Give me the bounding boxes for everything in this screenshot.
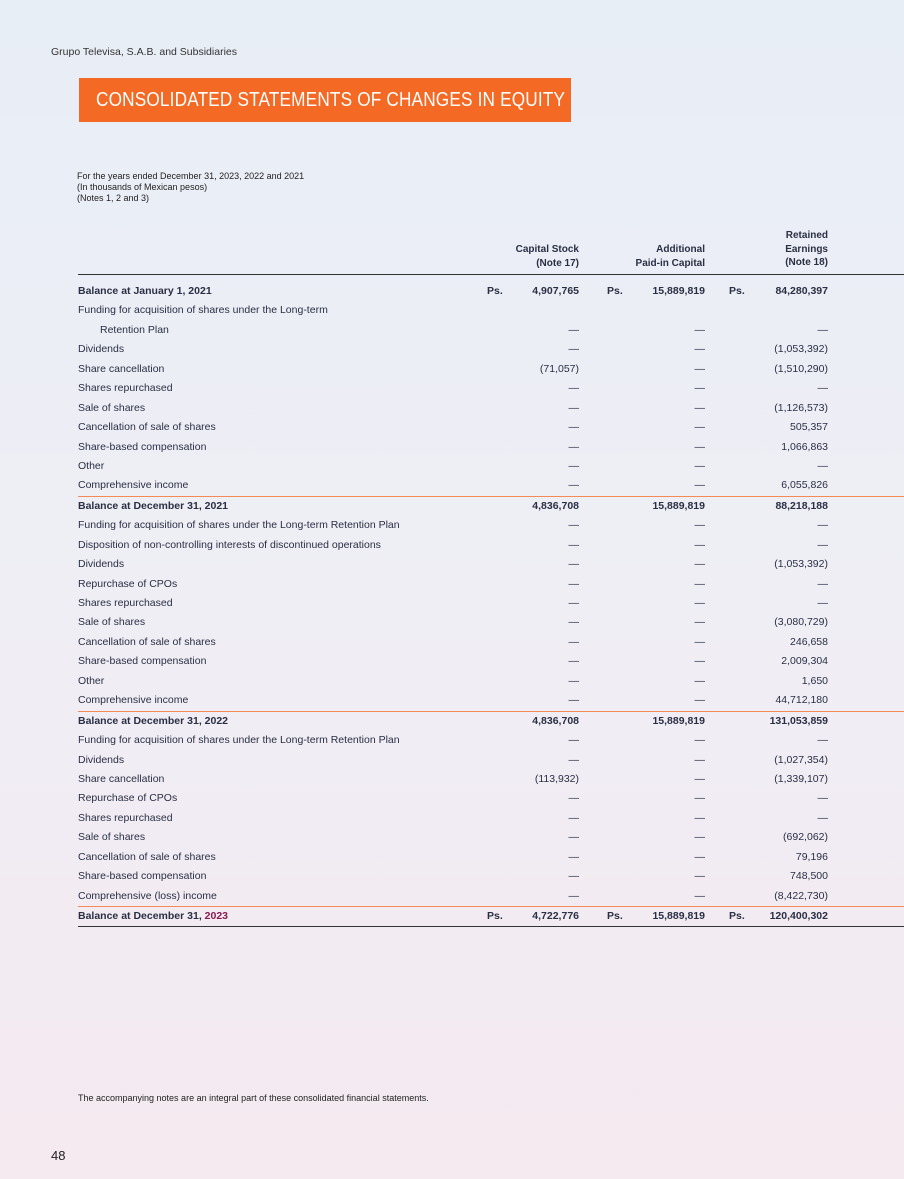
row-label: Balance at January 1, 2021: [78, 285, 212, 297]
capital-stock-value: 4,836,708: [532, 499, 579, 512]
capital-stock-value: —: [568, 382, 579, 395]
company-name: Grupo Televisa, S.A.B. and Subsidiaries: [51, 46, 237, 58]
table-row: [78, 476, 904, 495]
retained-earnings-value: —: [817, 792, 828, 805]
col-header-additional-paid-in: Additional Paid-in Capital: [635, 244, 705, 269]
table-row: [78, 536, 904, 555]
additional-paid-in-value: —: [694, 772, 705, 785]
retained-earnings-value: 1,650: [801, 674, 828, 687]
row-label: Other: [78, 459, 105, 472]
additional-paid-in-value: —: [694, 440, 705, 453]
row-label: Share cancellation: [78, 772, 165, 785]
additional-paid-in-value: 15,889,819: [652, 910, 705, 922]
capital-stock-value: —: [568, 343, 579, 356]
table-row: [78, 360, 904, 379]
capital-stock-value: —: [568, 694, 579, 707]
table-row: [78, 457, 904, 476]
table-row: [78, 496, 904, 516]
retained-earnings-value: (8,422,730): [774, 889, 828, 902]
retained-earnings-value: 1,066,863: [781, 440, 828, 453]
table-row: [78, 321, 904, 340]
table-row: [78, 731, 904, 750]
additional-paid-in-value: —: [694, 479, 705, 492]
row-label: Comprehensive (loss) income: [78, 889, 217, 902]
capital-stock-value: 4,836,708: [532, 714, 579, 727]
capital-stock-value: —: [568, 889, 579, 902]
row-label: Disposition of non-controlling interests of discontinued operations: [78, 538, 381, 551]
retained-earnings-value: (1,510,290): [774, 362, 828, 375]
row-label: Other: [78, 674, 105, 687]
table-row: [78, 516, 904, 535]
row-label: Share cancellation: [78, 362, 165, 375]
row-label: Shares repurchased: [78, 382, 173, 395]
capital-stock-value: —: [568, 792, 579, 805]
additional-paid-in-value: —: [694, 811, 705, 824]
retained-earnings-value: —: [817, 538, 828, 551]
units-line: (In thousands of Mexican pesos): [77, 182, 208, 192]
table-row: [78, 555, 904, 574]
row-label: Funding for acquisition of shares under the Long-term Retention Plan: [78, 734, 400, 747]
retained-earnings-value: 84,280,397: [775, 285, 828, 297]
page-title: CONSOLIDATED STATEMENTS OF CHANGES IN EQUITY: [96, 89, 566, 111]
retained-earnings-value: (3,080,729): [774, 616, 828, 629]
period-line: For the years ended December 31, 2023, 2022 and 2021: [77, 171, 305, 181]
capital-stock-value: —: [568, 538, 579, 551]
row-label: Shares repurchased: [78, 597, 173, 609]
additional-paid-in-value: —: [694, 558, 705, 571]
retained-earnings-value: 88,218,188: [775, 499, 828, 512]
row-label: Sale of shares: [78, 401, 146, 414]
table-row: [78, 438, 904, 457]
row-label-text: Balance at December 31,: [78, 910, 205, 922]
table-row-total: [78, 906, 904, 927]
additional-paid-in-value: —: [694, 635, 705, 648]
retained-earnings-value: (1,339,107): [774, 772, 828, 785]
table-row: [78, 848, 904, 867]
capital-stock-value: 4,907,765: [532, 285, 579, 297]
table-row: [78, 789, 904, 808]
page-title-banner: [79, 78, 571, 122]
additional-paid-in-value: —: [694, 674, 705, 687]
additional-paid-in-value: —: [694, 323, 705, 336]
capital-stock-value: —: [568, 831, 579, 844]
currency-symbol: Ps.: [487, 910, 503, 922]
notes-line: (Notes 1, 2 and 3): [77, 193, 150, 203]
retained-earnings-value: (1,053,392): [774, 558, 828, 571]
currency-symbol: Ps.: [729, 285, 745, 297]
retained-earnings-value: —: [817, 519, 828, 532]
table-row: [78, 672, 904, 691]
retained-earnings-value: 246,658: [790, 635, 828, 648]
additional-paid-in-value: —: [694, 616, 705, 629]
additional-paid-in-value: —: [694, 538, 705, 551]
table-row: [78, 633, 904, 652]
retained-earnings-value: —: [817, 734, 828, 747]
retained-earnings-value: (1,053,392): [774, 343, 828, 356]
table-row: [78, 399, 904, 418]
table-row: [78, 652, 904, 671]
additional-paid-in-value: —: [694, 343, 705, 356]
row-label: Repurchase of CPOs: [78, 577, 178, 590]
table-row: [78, 867, 904, 886]
table-row: [78, 770, 904, 789]
additional-paid-in-value: —: [694, 577, 705, 590]
table-row: [78, 301, 904, 320]
table-row: [78, 887, 904, 906]
table-row: [78, 751, 904, 770]
capital-stock-value: —: [568, 655, 579, 668]
row-label: Cancellation of sale of shares: [78, 635, 216, 648]
capital-stock-value: —: [568, 616, 579, 629]
capital-stock-value: —: [568, 421, 579, 434]
row-label: Comprehensive income: [78, 694, 189, 707]
capital-stock-value: 4,722,776: [532, 910, 579, 922]
table-row: [78, 809, 904, 828]
additional-paid-in-value: —: [694, 734, 705, 747]
additional-paid-in-value: —: [694, 850, 705, 863]
additional-paid-in-value: 15,889,819: [652, 285, 705, 297]
capital-stock-value: —: [568, 479, 579, 492]
table-row: [78, 340, 904, 359]
col-header-capital-stock: Capital Stock (Note 17): [515, 244, 579, 269]
row-label: Comprehensive income: [78, 479, 189, 492]
capital-stock-value: —: [568, 440, 579, 453]
retained-earnings-value: (1,027,354): [774, 753, 828, 766]
currency-symbol: Ps.: [729, 910, 745, 922]
capital-stock-value: —: [568, 558, 579, 571]
retained-earnings-value: 120,400,302: [769, 910, 828, 922]
retained-earnings-value: 505,357: [790, 421, 828, 434]
row-label: Share-based compensation: [78, 655, 207, 668]
row-label: Shares repurchased: [78, 811, 173, 824]
capital-stock-value: —: [568, 811, 579, 824]
capital-stock-value: —: [568, 734, 579, 747]
capital-stock-value: —: [568, 577, 579, 590]
retained-earnings-value: 79,196: [795, 850, 828, 863]
currency-symbol: Ps.: [607, 910, 623, 922]
row-label: Sale of shares: [78, 616, 146, 629]
retained-earnings-value: 44,712,180: [775, 694, 828, 707]
footnote: The accompanying notes are an integral part of these consolidated financial statements.: [78, 1093, 429, 1103]
table-row: [78, 711, 904, 731]
retained-earnings-value: 131,053,859: [769, 714, 828, 727]
row-label: Dividends: [78, 558, 125, 571]
retained-earnings-value: —: [817, 323, 828, 336]
retained-earnings-value: —: [817, 597, 828, 609]
additional-paid-in-value: —: [694, 753, 705, 766]
additional-paid-in-value: —: [694, 889, 705, 902]
retained-earnings-value: —: [817, 382, 828, 395]
capital-stock-value: —: [568, 635, 579, 648]
additional-paid-in-value: —: [694, 831, 705, 844]
capital-stock-value: —: [568, 753, 579, 766]
row-label: Share-based compensation: [78, 870, 207, 883]
retained-earnings-value: —: [817, 459, 828, 472]
additional-paid-in-value: —: [694, 401, 705, 414]
additional-paid-in-value: —: [694, 382, 705, 395]
currency-symbol: Ps.: [607, 285, 623, 297]
capital-stock-value: (71,057): [539, 362, 579, 375]
row-label: Funding for acquisition of shares under the Long-term Retention Plan: [78, 519, 400, 532]
capital-stock-value: —: [568, 870, 579, 883]
row-label: Share-based compensation: [78, 440, 207, 453]
table-row: [78, 828, 904, 847]
capital-stock-value: —: [568, 401, 579, 414]
capital-stock-value: (113,932): [534, 772, 579, 785]
page-number: 48: [51, 1148, 66, 1163]
capital-stock-value: —: [568, 519, 579, 532]
row-label: Sale of shares: [78, 831, 146, 844]
table-row: [78, 379, 904, 398]
additional-paid-in-value: 15,889,819: [652, 714, 705, 727]
row-label-year: 2023: [204, 910, 229, 922]
row-label: Cancellation of sale of shares: [78, 850, 216, 863]
table-row: [78, 575, 904, 594]
retained-earnings-value: (1,126,573): [774, 401, 828, 414]
capital-stock-value: —: [568, 850, 579, 863]
additional-paid-in-value: —: [694, 519, 705, 532]
capital-stock-value: —: [568, 674, 579, 687]
table-row: [78, 418, 904, 437]
row-label: Funding for acquisition of shares under the Long-term: [78, 304, 328, 317]
retained-earnings-value: —: [817, 811, 828, 824]
additional-paid-in-value: —: [694, 792, 705, 805]
row-label: [78, 907, 228, 926]
row-label: Balance at December 31, 2022: [78, 714, 229, 727]
table-row: [78, 613, 904, 632]
retained-earnings-value: —: [817, 577, 828, 590]
capital-stock-value: —: [568, 459, 579, 472]
capital-stock-value: —: [568, 597, 579, 609]
table-row: [78, 594, 904, 613]
additional-paid-in-value: —: [694, 459, 705, 472]
additional-paid-in-value: —: [694, 362, 705, 375]
additional-paid-in-value: 15,889,819: [652, 499, 705, 512]
retained-earnings-value: (692,062): [783, 831, 828, 844]
row-label: Balance at December 31, 2021: [78, 499, 229, 512]
retained-earnings-value: 2,009,304: [781, 655, 828, 668]
additional-paid-in-value: —: [694, 655, 705, 668]
row-label: Retention Plan: [100, 323, 169, 336]
equity-table: [78, 274, 904, 927]
retained-earnings-value: 748,500: [790, 870, 828, 883]
additional-paid-in-value: —: [694, 421, 705, 434]
table-row: [78, 691, 904, 710]
additional-paid-in-value: —: [694, 597, 705, 609]
capital-stock-value: —: [568, 323, 579, 336]
row-label: Repurchase of CPOs: [78, 792, 178, 805]
row-label: Cancellation of sale of shares: [78, 421, 216, 434]
table-row: [78, 282, 904, 301]
row-label: Dividends: [78, 343, 125, 356]
additional-paid-in-value: —: [694, 694, 705, 707]
row-label: Dividends: [78, 753, 125, 766]
col-header-retained-earnings: Retained Earnings (Note 18): [785, 230, 828, 268]
statement-subtitles: [77, 171, 304, 204]
currency-symbol: Ps.: [487, 285, 503, 297]
additional-paid-in-value: —: [694, 870, 705, 883]
retained-earnings-value: 6,055,826: [781, 479, 828, 492]
